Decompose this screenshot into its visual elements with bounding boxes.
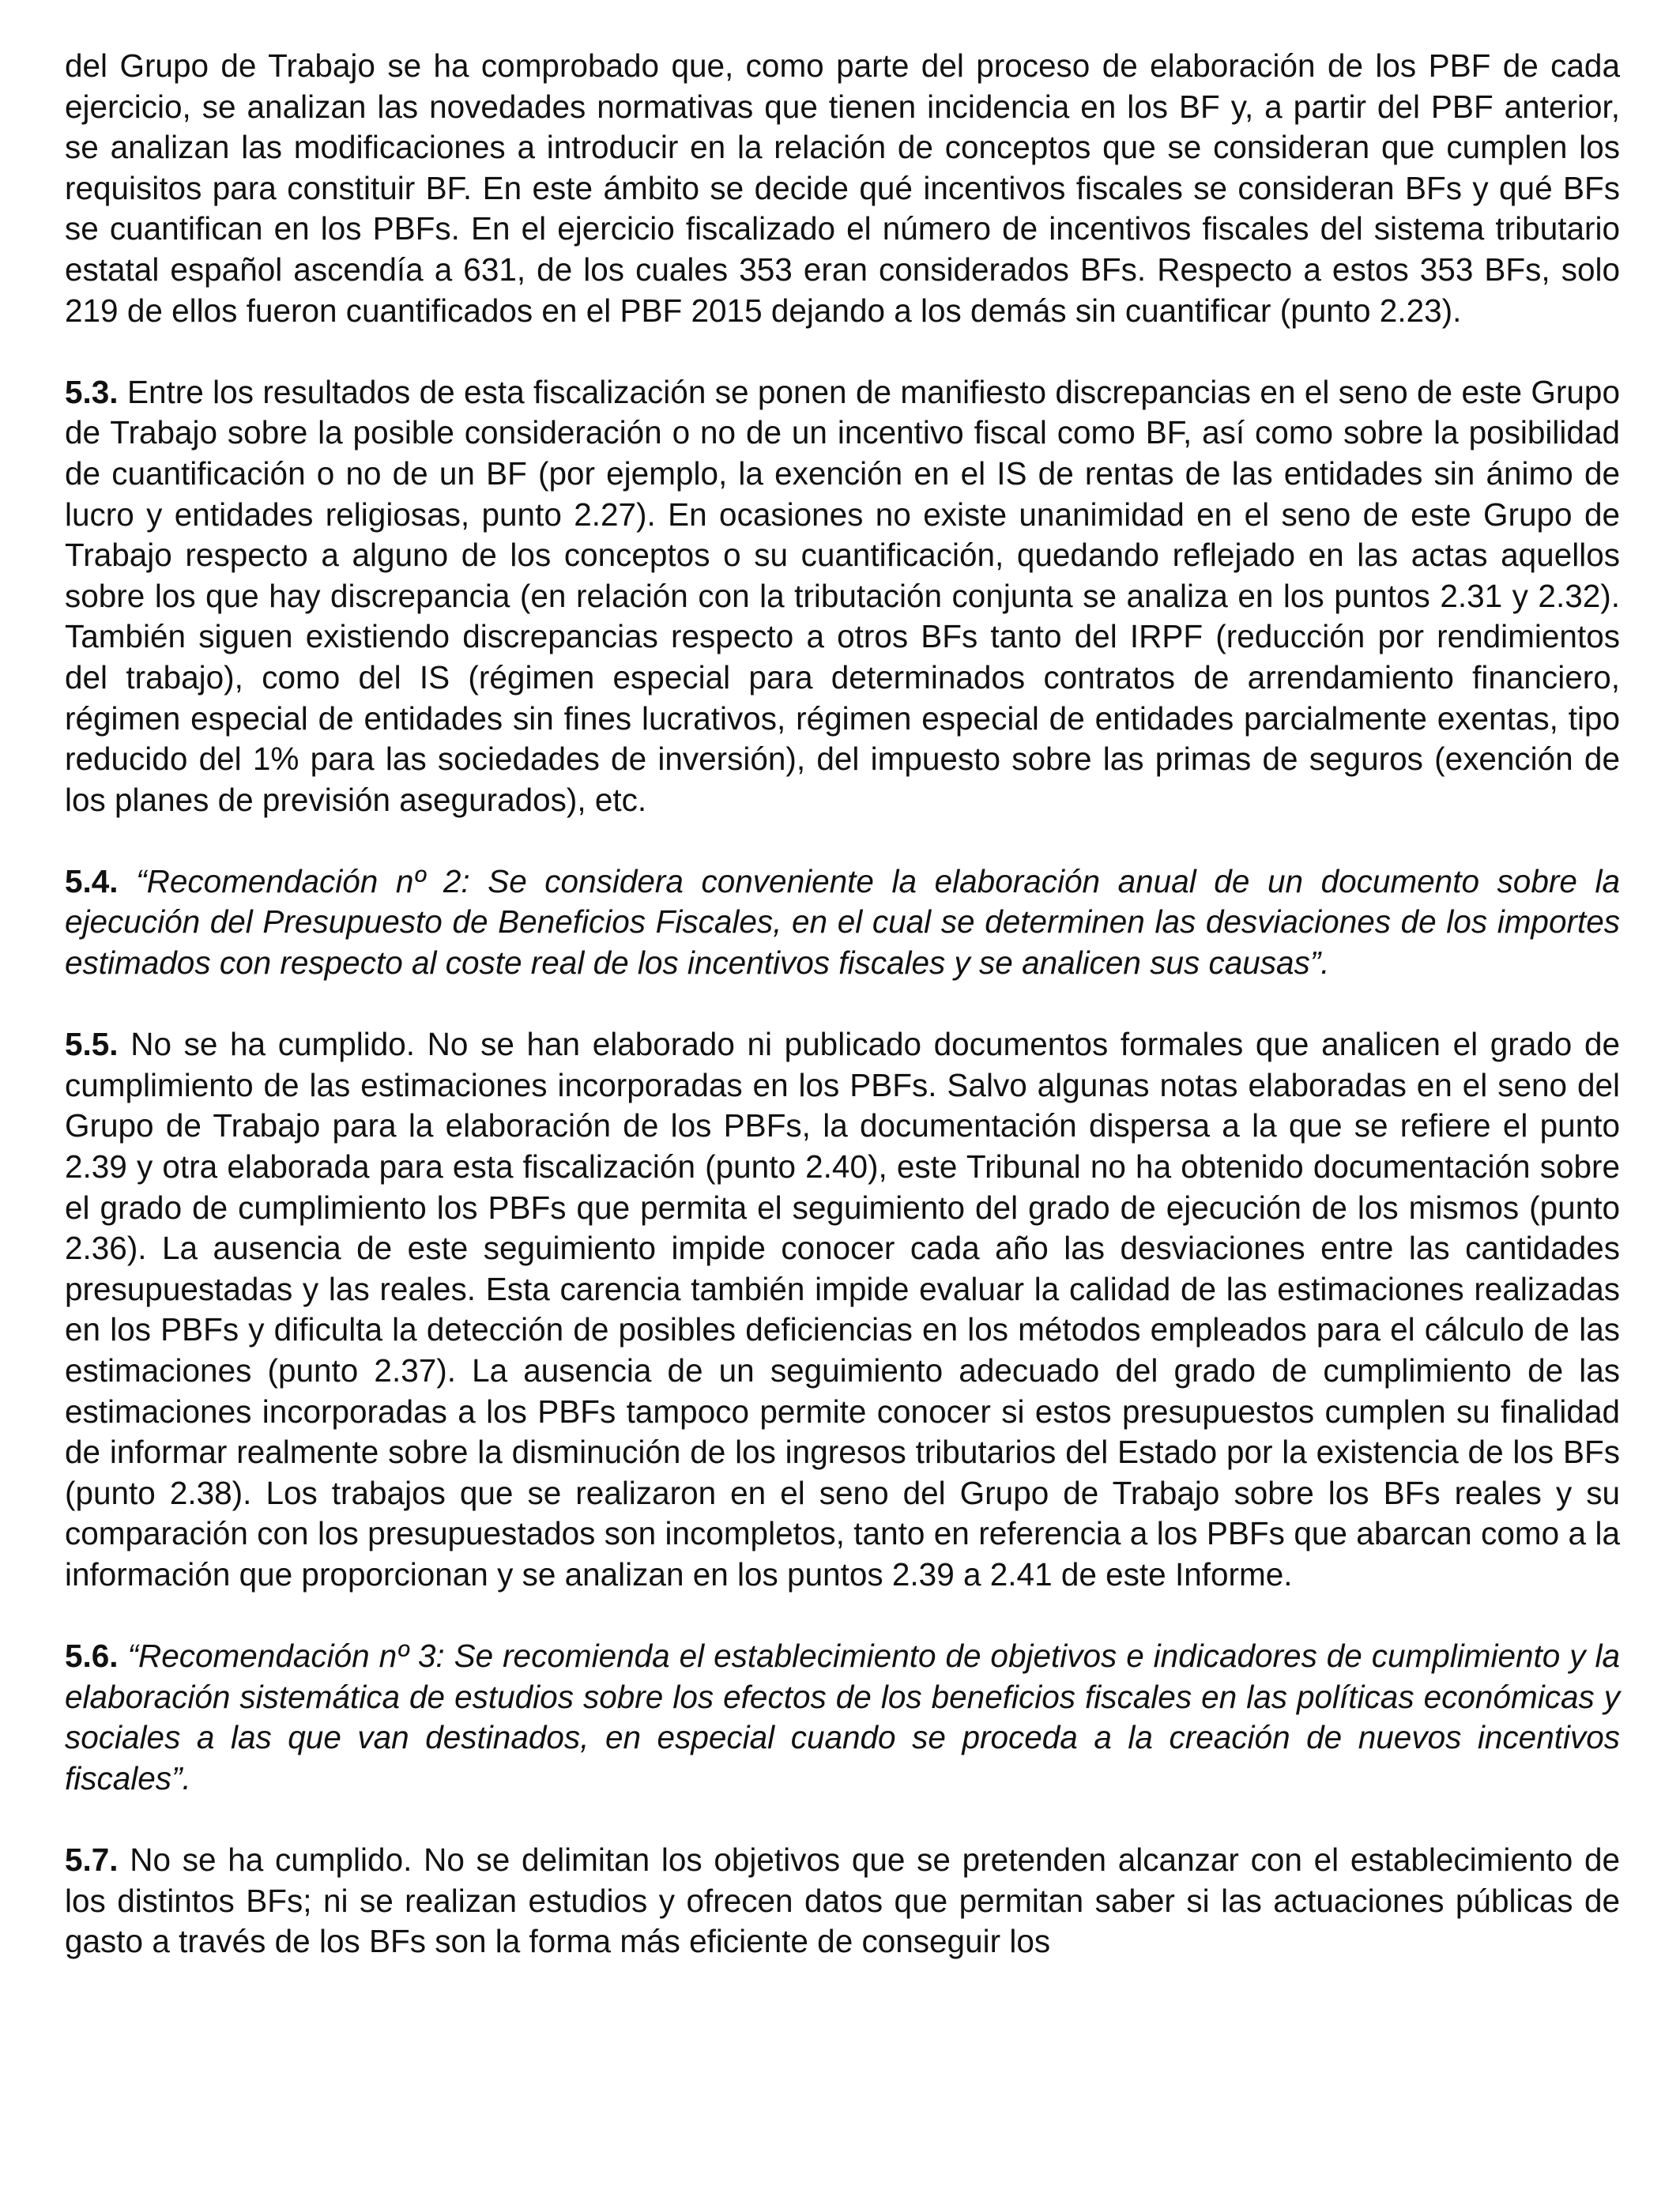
recommendation-quote: “Recomendación nº 3: Se recomienda el establecimiento de objetivos e indicadores de cumplimiento y la elaboración sistemática de estudios sobre los efectos de los beneficios fiscales en las políticas económicas y sociales a las que van destinados, en especial cuando se proceda a la creación de nuevos incentivos fiscales”. [65, 1638, 1620, 1796]
paragraph-text: No se ha cumplido. No se han elaborado ni publicado documentos formales que analicen el grado de cumplimiento de las estimaciones incorporadas en los PBFs. Salvo algunas notas elaboradas en el seno del Grupo de Trabajo para la elaboración de los PBFs, la documentación dispersa a la que se refiere el punto 2.39 y otra elaborada para esta fiscalización (punto 2.40), este Tribunal no ha obtenido documentación sobre el grado de cumplimiento los PBFs que permita el seguimiento del grado de ejecución de los mismos (punto 2.36). La ausencia de este seguimiento impide conocer cada año las desviaciones entre las cantidades presupuestadas y las reales. Esta carencia también impide evaluar la calidad de las estimaciones realizadas en los PBFs y dificulta la detección de posibles deficiencias en los métodos empleados para el cálculo de las estimaciones (punto 2.37). La ausencia de un seguimiento adecuado del grado de cumplimiento de las estimaciones incorporadas a los PBFs tampoco permite conocer si estos presupuestos cumplen su finalidad de informar realmente sobre la disminución de los ingresos tributarios del Estado por la existencia de los BFs (punto 2.38). Los trabajos que se realizaron en el seno del Grupo de Trabajo sobre los BFs reales y su comparación con los presupuestados son incompletos, tanto en referencia a los PBFs que abarcan como a la información que proporcionan y se analizan en los puntos 2.39 a 2.41 de este Informe. [65, 1026, 1620, 1593]
paragraph-5-7 [65, 1840, 1620, 1962]
paragraph-5-6 [65, 1636, 1620, 1799]
paragraph-text: No se ha cumplido. No se delimitan los objetivos que se pretenden alcanzar con el establecimiento de los distintos BFs; ni se realizan estudios y ofrecen datos que permitan saber si las actuaciones públicas de gasto a través de los BFs son la forma más eficiente de conseguir los [65, 1842, 1620, 1960]
paragraph-number: 5.6. [65, 1638, 119, 1675]
paragraph-5-4 [65, 861, 1620, 984]
paragraph-text: del Grupo de Trabajo se ha comprobado que, como parte del proceso de elaboración de los PBF de cada ejercicio, se analizan las novedades normativas que tienen incidencia en los BF y, a partir del PBF anterior, se analizan las modificaciones a introducir en la relación de conceptos que se consideran que cumplen los requisitos para constituir BF. En este ámbito se decide qué incentivos fiscales se consideran BFs y qué BFs se cuantifican en los PBFs. En el ejercicio fiscalizado el número de incentivos fiscales del sistema tributario estatal español ascendía a 631, de los cuales 353 eran considerados BFs. Respecto a estos 353 BFs, solo 219 de ellos fueron cuantificados en el PBF 2015 dejando a los demás sin cuantificar (punto 2.23). [65, 47, 1620, 329]
document-page [65, 46, 1620, 1962]
paragraph-number: 5.7. [65, 1842, 119, 1879]
paragraph-continuation [65, 46, 1620, 331]
paragraph-number: 5.3. [65, 373, 119, 410]
recommendation-quote: “Recomendación nº 2: Se considera conveniente la elaboración anual de un documento sobre la ejecución del Presupuesto de Beneficios Fiscales, en el cual se determinen las desviaciones de los importes estimados con respecto al coste real de los incentivos fiscales y se analicen sus causas”. [65, 862, 1620, 982]
paragraph-text: Entre los resultados de esta fiscalización se ponen de manifiesto discrepancias en el seno de este Grupo de Trabajo sobre la posible consideración o no de un incentivo fiscal como BF, así como sobre la posibilidad de cuantificación o no de un BF (por ejemplo, la exención en el IS de rentas de las entidades sin ánimo de lucro y entidades religiosas, punto 2.27). En ocasiones no existe unanimidad en el seno de este Grupo de Trabajo respecto a alguno de los conceptos o su cuantificación, quedando reflejado en las actas aquellos sobre los que hay discrepancia (en relación con la tributación conjunta se analiza en los puntos 2.31 y 2.32). También siguen existiendo discrepancias respecto a otros BFs tanto del IRPF (reducción por rendimientos del trabajo), como del IS (régimen especial para determinados contratos de arrendamiento financiero, régimen especial de entidades sin fines lucrativos, régimen especial de entidades parcialmente exentas, tipo reducido del 1% para las sociedades de inversión), del impuesto sobre las primas de seguros (exención de los planes de previsión asegurados), etc. [65, 373, 1620, 818]
paragraph-number: 5.5. [65, 1026, 119, 1063]
paragraph-5-5 [65, 1024, 1620, 1595]
paragraph-number: 5.4. [65, 862, 119, 899]
paragraph-5-3 [65, 372, 1620, 821]
